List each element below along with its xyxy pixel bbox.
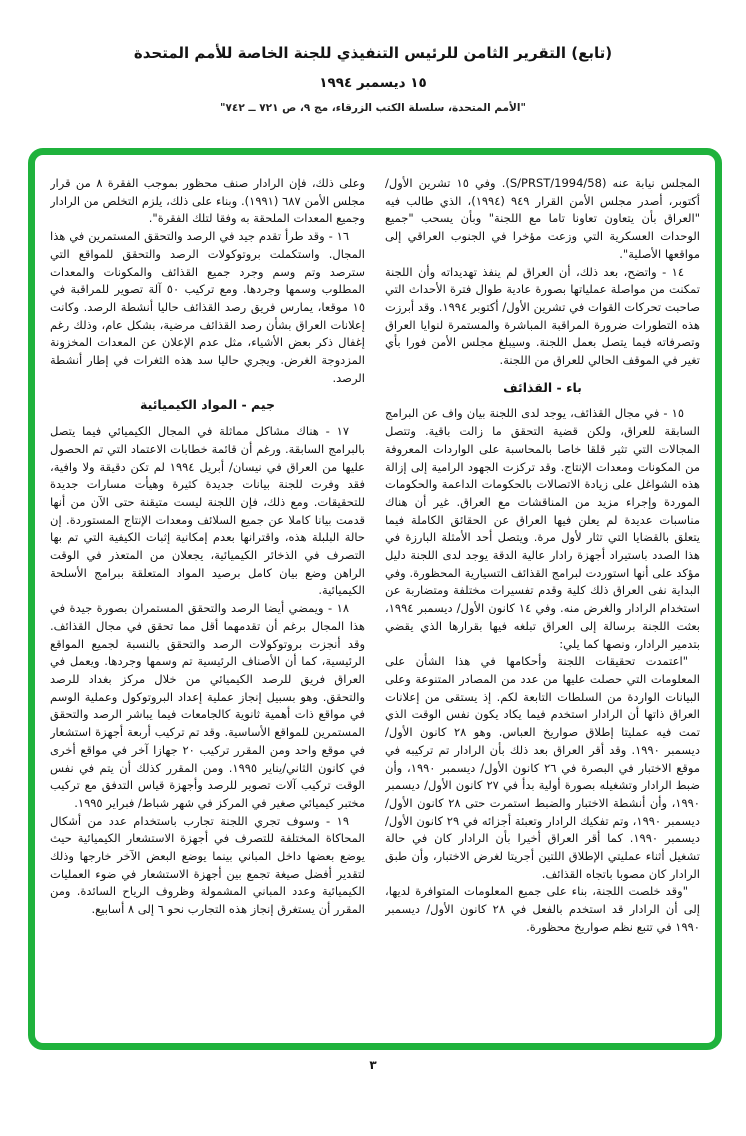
paragraph-19: ١٩ - وسوف تجري اللجنة تجارب باستخدام عدد من أشكال المحاكاة المختلفة للتصرف في أجهزة الاستشعار الكيميائية حيث يوضع بعضها داخل المباني بينما يوضع البعض الآخر خارجها وذلك لتقدير أفضل صيغة تجمع بين أجهزة الاستشعار في ضوء العمليات الكيميائية وعدد المباني المشمولة وظروف الرياح السائدة. ومن المقرر أن يستغرق إنجاز هذه التجارب نحو ٦ إلى ٨ أسابيع. [50, 813, 365, 917]
paragraph-continuation-radar-prohibited: وعلى ذلك، فإن الرادار صنف محظور بموجب الفقرة ٨ من قرار مجلس الأمن ٦٨٧ (١٩٩١). وبناء على ذلك، يلزم التخلص من الرادار وجميع المعدات الملحقة به وفقا لتلك الفقرة". [50, 176, 365, 226]
section-heading-missiles: باء - القذائف [503, 379, 582, 395]
paragraph-17: ١٧ - هناك مشاكل مماثلة في المجال الكيميائي فيما يتصل بالبرامج السابقة. ورغم أن قائمة خطابات الاعتماد التي تم الحصول عليها من العراق في نيسان/ أبريل ١٩٩٤ لم تكن دقيقة ولا وافية، فقد وفرت للجنة بيانات جديدة كثيرة وهيأت مسارات جديدة للتحقيقات. ومع ذلك، فإن اللجنة ليست متيقنة حتى الآن من أنها قدمت بيانا كاملا عن جميع السلائف ومعدات الإنتاج المستوردة. إن حالة البلبلة هذه، واقترانها بعدم إمكانية إثبات الكيفية التي تم بها التصرف في الذخائر الكيميائية، يجعلان من المتعذر في الوقت الراهن وضع بيان كامل برصيد المواد المتعلقة ببرامج الأسلحة الكيميائية. [50, 424, 365, 598]
quote-paragraph-radar-findings: "اعتمدت تحقيقات اللجنة وأحكامها في هذا الشأن على المعلومات التي حصلت عليها من عدد من المصادر المتنوعة وعلى البيانات الواردة من السلطات التابعة لكم. إذ يستقى من إعلانات العراق ذاتها أن الرادار استخدم فيما يكاد يكون نفس الوقت الذي تمت فيه عمليتا إطلاق صواريخ العباس. وهو ٢٨ كانون الأول/ ديسمبر ١٩٩٠. وقد أقر العراق بعد ذلك بأن الرادار تم تركيبه في موقع الاختبار في البصرة في ٢٦ كانون الأول/ ديسمبر ١٩٩٠، وأن ضبط الرادار وتشغيله بصورة أولية بدأ في ٢٧ كانون الأول/ ديسمبر ١٩٩٠، وأن أنشطة الاختبار والضبط استمرت حتى ٢٨ كانون الأول/ ديسمبر ١٩٩٠، وتم تفكيك الرادار وتعبئة أجزائه في ٢٩ كانون الأول/ ديسمبر ١٩٩٠. كما أقر العراق أخيرا بأن الرادار كان في حالة تشغيل أثناء عمليتي الإطلاق اللتين أجريتا لغرض الاختبار، وأن طبق الرادار كان مصوبا باتجاه القذائف. [385, 654, 700, 881]
document-date: ١٥ ديسمبر ١٩٩٤ [319, 75, 427, 91]
paragraph-16: ١٦ - وقد طرأ تقدم جيد في الرصد والتحقق المستمرين في هذا المجال. واستكملت بروتوكولات الرصد والتحقق للمواقع التي سترصد وتم وسم وجرد جميع القذائف والمكونات والمعدات المطلوب وسمها وجردها. ومع تركيب ٥٠ آلة تصوير للمراقبة في ١٥ موقعا، يمارس فريق رصد القذائف حاليا أنشطة الرصد. وكانت إعلانات العراق بشأن رصد القذائف مرضية، بشكل عام، وذلك رغم إغفال ذكر بعض الأشياء، مثل عدم الإعلان عن المعدات المخزونة المزدوجة الغرض. ويجري حاليا سد هذه الثغرات في إطار أنشطة الرصد. [50, 229, 365, 385]
page-number: ٣ [369, 1058, 377, 1072]
paragraph-18: ١٨ - ويمضي أيضا الرصد والتحقق المستمران بصورة جيدة في هذا المجال برغم أن تقدمهما أقل مما تحقق في مجال القذائف. وقد أنجزت بروتوكولات الرصد والتحقق بالنسبة لجميع المواقع الرئيسية، كما أن الأصناف الرئيسية تم وسمها وجردها. ويعمل في العراق فريق للرصد الكيميائي من خلال مركز بغداد للرصد والتحقق. وهو بسبيل إنجاز عملية إعداد البروتوكول وعملية الوسم في مواقع ذات أهمية ثانوية كالجامعات فيما يباشر الرصد والتحقق المستمرين للمواقع الأساسية. وقد تم تركيب أربعة أجهزة استشعار في موقع واحد ومن المقرر تركيب ٢٠ جهازا آخر في مواقع أخرى في كانون الثاني/يناير ١٩٩٥. ومن المقرر كذلك أن يتم في نفس الوقت تركيب آلات تصوير للرصد وأجهزة قياس التدفق مع تركيب مختبر كيميائي صغير في المركز في شهر شباط/ فبراير ١٩٩٥. [50, 601, 365, 810]
column-right [385, 175, 700, 1025]
content-frame [28, 148, 722, 1050]
paragraph-15: ١٥ - في مجال القذائف، يوجد لدى اللجنة بيان واف عن البرامج السابقة للعراق، ولكن قضية التحقق ما زالت باقية. وتتصل المجالات التي تثير قلقا خاصا بالمحاسبة على الواردات المعروفة من المكونات ومعدات الإنتاج. وقد تركزت الجهود الرامية إلى إزالة هذه الشواغل على زيادة الاتصالات بالحكومات الداعمة والحكومات الموردة وإجراء مزيد من المناقشات مع العراق. غير أن هناك مناسبات عديدة لم يعلن فيها العراق عن الحقائق الكاملة فيما يتعلق بالقضايا التي تثار لأول مرة. ويتصل أحد الأمثلة البارزة في هذا الصدد باستيراد أجهزة رادار عالية الدقة يوجد لدى اللجنة دليل مؤكد على أنها استوردت لبرامج القذائف التسيارية المحظورة. وفي البداية نفى العراق ذلك كلية وقدم تفسيرات مختلفة ومتضاربة عن استخدام الرادار والغرض منه. وفي ١٤ كانون الأول/ ديسمبر ١٩٩٤، بعثت اللجنة برسالة إلى العراق تبلغه فيها بقرارها الذي يقضي بتدمير الرادار، ونصها كما يلي: [385, 406, 700, 651]
quote-paragraph-radar-conclusion: "وقد خلصت اللجنة، بناء على جميع المعلومات المتوافرة لديها، إلى أن الرادار قد استخدم بالفعل في ٢٨ كانون الأول/ ديسمبر ١٩٩٠ في تتبع نظم صواريخ محظورة. [385, 884, 700, 934]
paragraph-continuation-resolution: المجلس نيابة عنه (S/PRST/1994/58). وفي ١٥ تشرين الأول/ أكتوبر، أصدر مجلس الأمن القرار ٩٤٩ (١٩٩٤)، الذي طالب فيه "العراق بأن يتعاون تعاونا تاما مع اللجنة" وبأن يسحب "جميع الوحدات العسكرية التي وزعت مؤخرا في الجنوب العراقي إلى مواقعها الأصلية". [385, 176, 700, 261]
section-heading-chemical: جيم - المواد الكيميائية [140, 397, 275, 413]
document-header [0, 44, 746, 114]
document-source-citation: "الأمم المتحدة، سلسلة الكتب الزرقاء، مج ٩، ص ٧٢١ ــ ٧٤٢" [220, 102, 526, 114]
document-title: (تابع) التقرير الثامن للرئيس التنفيذي للجنة الخاصة للأمم المتحدة [133, 44, 613, 62]
paragraph-14: ١٤ - واتضح، بعد ذلك، أن العراق لم ينفذ تهديداته وأن اللجنة تمكنت من مواصلة عملياتها بصورة عادية طوال فترة الأحداث التي صاحبت تحركات القوات في تشرين الأول/ أكتوبر ١٩٩٤. وقد أبرزت هذه التطورات ضرورة المراقبة المباشرة والمستمرة لنوايا العراق وتصرفاته فيما يتصل بعمل اللجنة. وسيبلغ مجلس الأمن فورا بأي تغير في الموقف الحالي للعراق من اللجنة. [385, 264, 700, 368]
two-column-layout [50, 175, 700, 1025]
column-left [50, 175, 365, 1025]
